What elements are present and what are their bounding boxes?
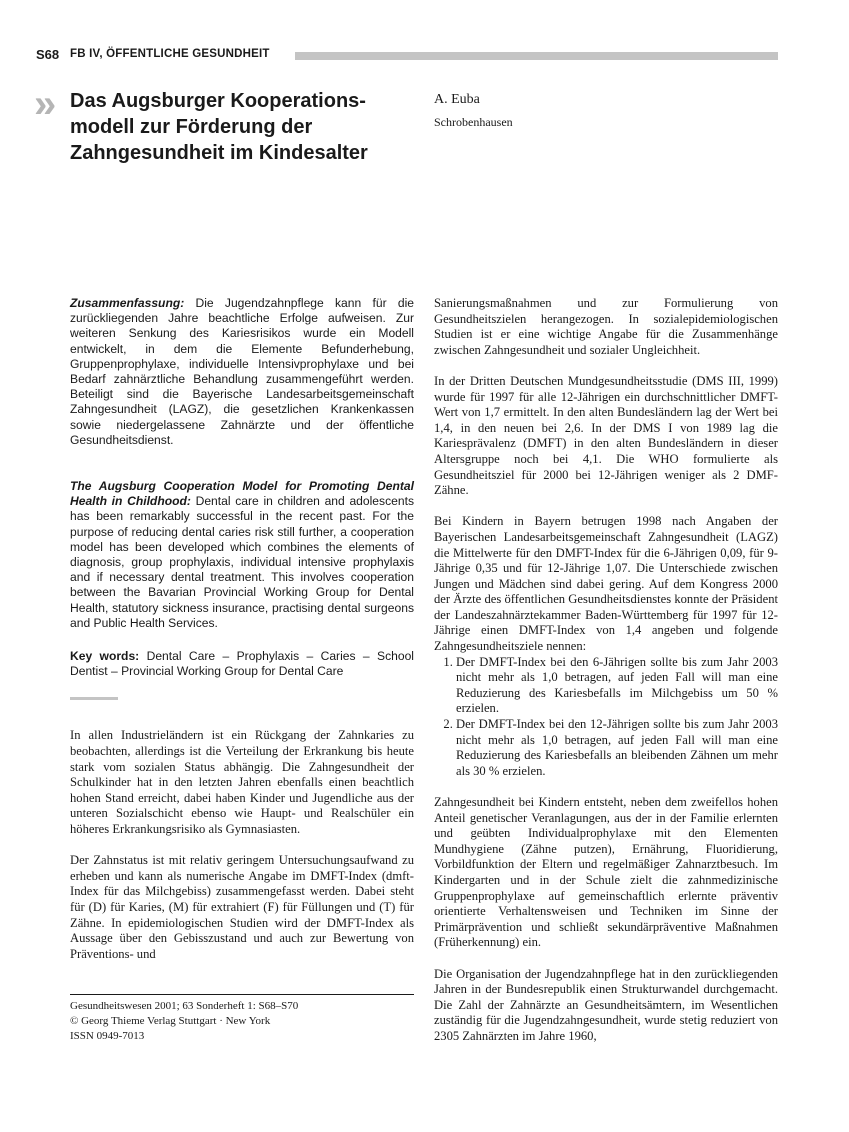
abstract-german	[70, 296, 414, 448]
keywords-text: Dental Care – Prophylaxis – Caries – School Dentist – Provincial Working Group for Dental Care	[70, 649, 414, 679]
issn-line: ISSN 0949-7013	[70, 1030, 145, 1042]
list-item: 1. Der DMFT-Index bei den 6-Jährigen sollte bis zum Jahr 2003 nicht mehr als 1,0 betragen, auf jeden Fall will man eine Reduzierung des Kariesbefalls im Milchgebiss um 50 % erzielen.	[456, 655, 778, 717]
health-goals-list	[434, 655, 778, 780]
author-affiliation: Schrobenhausen	[434, 115, 513, 129]
body-paragraph: In allen Industrieländern ist ein Rückgang der Zahnkaries zu beobachten, allerdings ist die Verteilung der Erkrankung bis heute stark vom sozialen Status abhängig. Die Zahngesundheit der Schulkinder hat in den letzten Jahren ebenfalls einen beachtlich hohen Stand erreicht, dabei haben Kinder und Jugendliche aus der unteren Sozialschicht ebenso wie Haupt- und Realschüler ein höheres Erkrankungsrisiko als Gymnasiasten.	[70, 728, 414, 837]
body-paragraph: In der Dritten Deutschen Mundgesundheitsstudie (DMS III, 1999) wurde für 1997 für alle 12-Jährigen ein durchschnittlicher DMFT-Wert von 1,7 ermittelt. In den alten Bundesländern lag der Wert bei 1,4, in den neuen bei 2,6. In der DMS I von 1989 lag die Kariesprävalenz (DMFT) in den alten Bundesländern in dieser Altersgruppe noch bei 4,1. Die WHO formulierte als Gesundheitsziel für 2000 bei 12-Jährigen weniger als 2 DMF-Zähne.	[434, 373, 778, 498]
running-header	[36, 45, 778, 67]
body-paragraph: Der Zahnstatus ist mit relativ geringem Untersuchungsaufwand zu erheben und kann als numerische Angabe im DMFT-Index (dmft-Index für das Milchgebiss) zusammengefasst werden. Dabei steht für (D) für Karies, (M) für extrahiert (F) für Füllungen und (T) für Zähne. In epidemiologischen Studien wird der DMFT-Index als Aussage über den Gebisszustand und auch zur Bewertung von Präventions- und	[70, 853, 414, 961]
keywords-label: Key words:	[70, 649, 140, 664]
list-item: 2. Der DMFT-Index bei den 12-Jährigen sollte bis zum Jahr 2003 nicht mehr als 1,0 betragen, auf jeden Fall will man eine Reduzierung des Kariesbefalls an bleibenden Zähnen um mehr als 30 % erzielen.	[456, 717, 778, 779]
abstract-english-text: Dental care in children and adolescents has been remarkably successful in the recent past. For the purpose of reducing dental caries risk still further, a cooperation model has been developed which combines the elements of diagnosis, group prophylaxis, individual intensive prophylaxis and if necessary dental treatment. This involves cooperation between the Bavarian Provincial Working Group for Dental Health, statutory sickness insurance, practising dental surgeons and Public Health Services.	[70, 494, 414, 630]
author-name: A. Euba	[434, 92, 480, 107]
copyright-line: © Georg Thieme Verlag Stuttgart · New York	[70, 1015, 271, 1027]
left-column	[70, 296, 414, 978]
abstract-german-text: Die Jugendzahnpflege kann für die zurückliegenden Jahre beachtliche Erfolge aufweisen. Zur weiteren Senkung des Kariesrisikos wurde ein Modell entwickelt, in dem die Elemente Befunderhebung, Gruppenprophylaxe, individuelle Intensivprophylaxe und bei Bedarf zahnärztliche Behandlung zusammengeführt werden. Beteiligt sind die Bayerische Landesarbeitsgemeinschaft Zahngesundheit (LAGZ), die gesetzlichen Krankenkassen sowie niedergelassene Zahnärzte und der öffentliche Gesundheitsdienst.	[70, 296, 414, 447]
abstract-english	[70, 479, 414, 631]
quote-mark-icon: »	[34, 82, 51, 126]
section-label: FB IV, ÖFFENTLICHE GESUNDHEIT	[70, 48, 270, 60]
page-number: S68	[36, 47, 60, 62]
abstract-english-label: The Augsburg Cooperation Model for Promoting Dental Health in Childhood:	[70, 479, 414, 509]
footer-rule	[70, 994, 414, 995]
citation-line: Gesundheitswesen 2001; 63 Sonderheft 1: S68–S70	[70, 1000, 299, 1012]
section-divider	[70, 697, 118, 700]
right-column	[434, 296, 778, 1060]
header-rule	[295, 52, 778, 60]
article-title: Das Augsburger Kooperations-modell zur Förderung der Zahngesundheit im Kindesalter	[70, 90, 368, 164]
publication-footer	[70, 994, 414, 1044]
body-paragraph: Die Organisation der Jugendzahnpflege hat in den zurückliegenden Jahren in der Bundesrepublik einen Strukturwandel durchgemacht. Die Zahl der Zahnärzte an Gesundheitsämtern, im Wesentlichen zuständig für die Jugendzahngesundheit, wurde stetig reduziert von 2305 Zahnärzten im Jahre 1960,	[434, 966, 778, 1043]
abstract-german-label: Zusammenfassung:	[70, 296, 185, 310]
body-paragraph: Sanierungsmaßnahmen und zur Formulierung von Gesundheitszielen herangezogen. In sozialepidemiologischen Studien ist er eine wichtige Angabe für die Zusammenhänge zwischen Zahngesundheit und sozialer Ungleichheit.	[434, 296, 778, 357]
body-paragraph: Bei Kindern in Bayern betrugen 1998 nach Angaben der Bayerischen Landesarbeitsgemeinschaft Zahngesundheit (LAGZ) die Mittelwerte für den DMFT-Index für die 6-Jährigen 0,09, für 9-Jährige 0,35 und für 12-Jährige 1,07. Die Unterschiede zwischen Jungen und Mädchen sind dabei gering. Auf dem Kongress 2000 der Ärzte des öffentlichen Gesundheitsdienstes konnte der Präsident der Landeszahnärztekammer Baden-Württemberg für 1997 für 12-Jährige einen DMFT-Index von 1,4 angeben und folgende Zahngesundheitsziele nennen:	[434, 514, 778, 654]
keywords	[70, 649, 414, 679]
body-paragraph: Zahngesundheit bei Kindern entsteht, neben dem zweifellos hohen Anteil genetischer Veranlagungen, aus der in der Familie erlernten und geübten Individualprophylaxe mit den Elementen Mundhygiene (Zähne putzen), Ernährung, Fluoridierung, Vorbildfunktion der Eltern und regelmäßiger Zahnarztbesuch. Im Kindergarten und in der Schule zielt die zahnmedizinische Gruppenprophylaxe auf gemeinschaftlich erlernte präventiv orientierte Verhaltensweisen und Techniken im Sinne der Primärprävention und schließt sekundärpräventive Maßnahmen (Früherkennung) ein.	[434, 795, 778, 950]
